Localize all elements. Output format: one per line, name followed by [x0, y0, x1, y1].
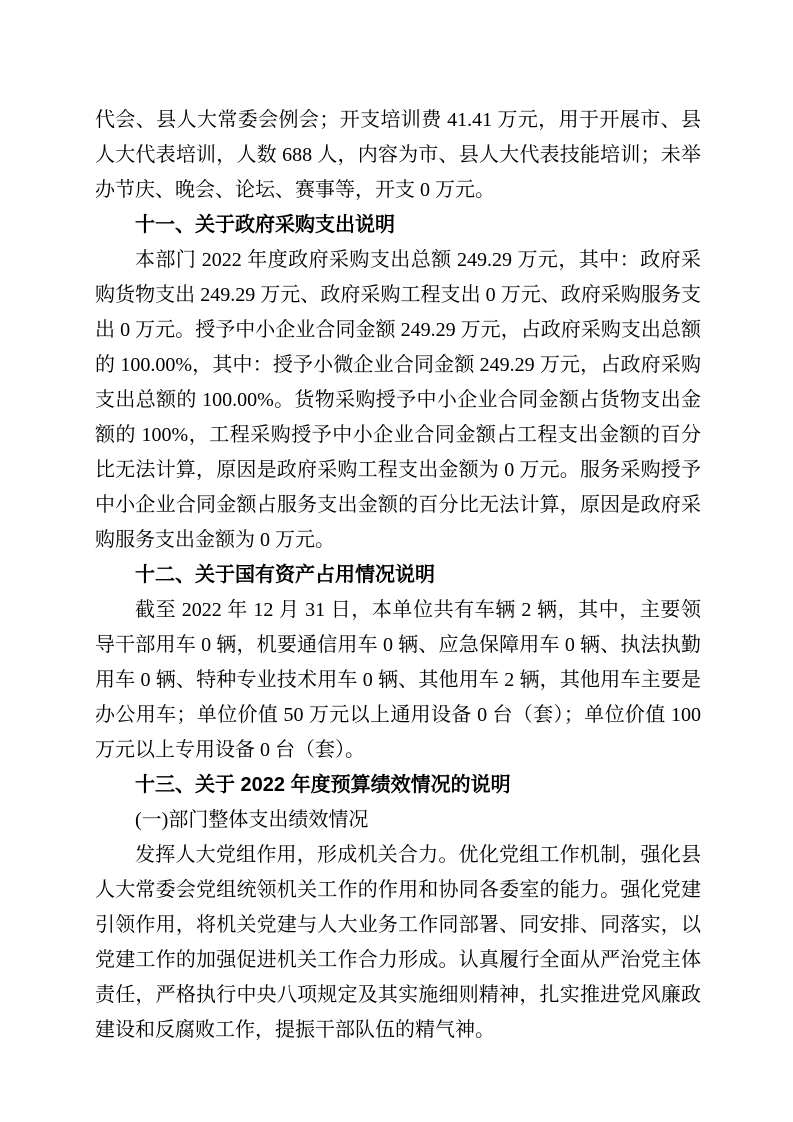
section-heading-13-budget-performance: 十三、关于 2022 年度预算绩效情况的说明 — [135, 774, 511, 796]
subheading-overall-expenditure-performance: (一)部门整体支出绩效情况 — [135, 809, 369, 831]
paragraph-state-assets-details: 截至 2022 年 12 月 31 日，本单位共有车辆 2 辆，其中，主要领导干部用车 0 辆，机要通信用车 0 辆、应急保障用车 0 辆、执法执勤用车 0 辆、特种专业技术用车 0 辆、其他用车 2 辆，其他用车主要是办公用车；单位价值 50 万元以上通用设备 0 台（套）；单位价值 100 万元以上专用设备 0 台（套）。 — [95, 599, 701, 761]
paragraph-party-group-performance: 发挥人大党组作用，形成机关合力。优化党组工作机制，强化县人大常委会党组统领机关工作的作用和协同各委室的能力。强化党建引领作用，将机关党建与人大业务工作同部署、同安排、同落实，以党建工作的加强促进机关工作合力形成。认真履行全面从严治党主体责任，严格执行中央八项规定及其实施细则精神，扎实推进党风廉政建设和反腐败工作，提振干部队伍的精气神。 — [95, 844, 701, 1041]
section-heading-11-government-procurement: 十一、关于政府采购支出说明 — [135, 214, 395, 236]
paragraph-training-expenses-continued: 代会、县人大常委会例会；开支培训费 41.41 万元，用于开展市、县人大代表培训，人数 688 人，内容为市、县人大代表技能培训；未举办节庆、晚会、论坛、赛事等，开支 0 万元。 — [95, 109, 701, 201]
section-heading-12-state-assets: 十二、关于国有资产占用情况说明 — [135, 564, 435, 586]
paragraph-government-procurement-details: 本部门 2022 年度政府采购支出总额 249.29 万元，其中：政府采购货物支出 249.29 万元、政府采购工程支出 0 万元、政府采购服务支出 0 万元。授予中小企业合同金额 249.29 万元，占政府采购支出总额的 100.00%，其中：授予小微企业合同金额 249.29 万元，占政府采购支出总额的 100.00%。货物采购授予中小企业合同金额占货物支出金额的 100%，工程采购授予中小企业合同金额占工程支出金额的百分比无法计算，原因是政府采购工程支出金额为 0 万元。服务采购授予中小企业合同金额占服务支出金额的百分比无法计算，原因是政府采购服务支出金额为 0 万元。 — [95, 249, 701, 551]
